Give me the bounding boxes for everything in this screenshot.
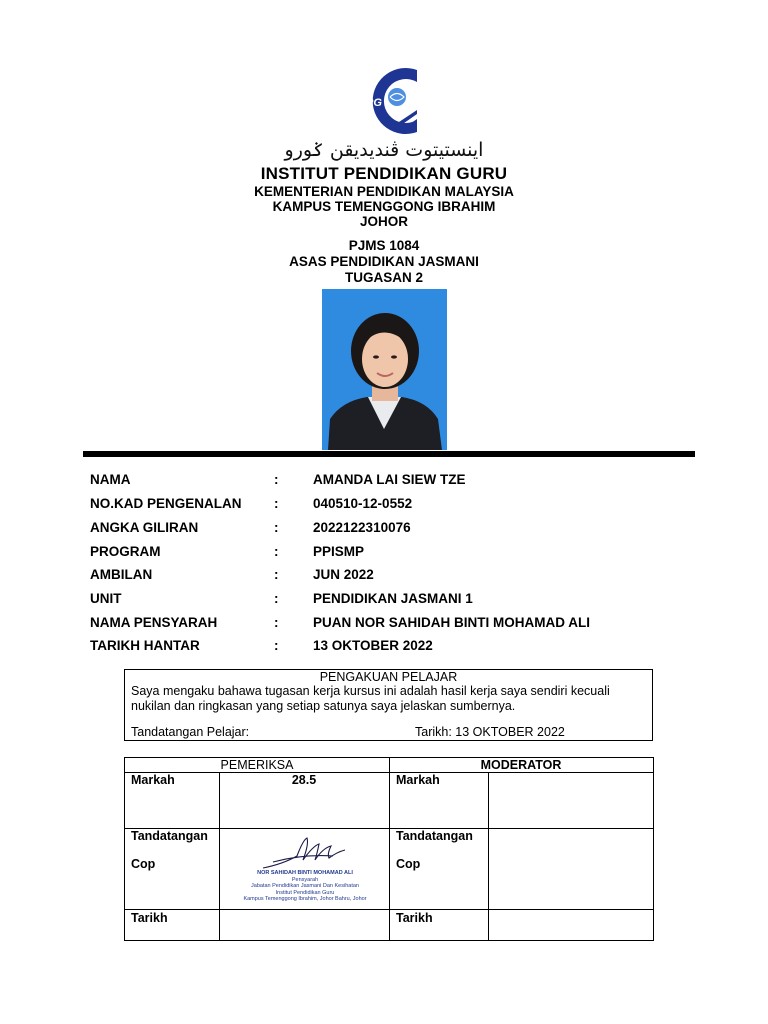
examiner-header: PEMERIKSA [220, 758, 294, 772]
moderator-header: MODERATOR [480, 758, 562, 772]
section-divider [83, 451, 695, 457]
examiner-date-label: Tarikh [131, 911, 168, 925]
stamp-department: Jabatan Pendidikan Jasmani Dan Kesihatan [251, 883, 359, 889]
jawi-institute-name: اينستيتوت ڤنديديقن ݢورو [284, 139, 484, 161]
info-label-lecturer: NAMA PENSYARAH [90, 615, 218, 630]
declaration-signature-label: Tandatangan Pelajar: [131, 725, 250, 739]
moderator-date-label: Tarikh [396, 911, 433, 925]
info-label-unit: UNIT [90, 591, 122, 606]
examiner-marks-value: 28.5 [291, 773, 317, 787]
student-declaration-box [124, 669, 653, 741]
info-label-name: NAMA [90, 472, 131, 487]
declaration-date: Tarikh: 13 OKTOBER 2022 [415, 725, 565, 739]
course-code: PJMS 1084 [348, 238, 420, 253]
examiner-stamp-label: Cop [131, 857, 156, 871]
info-colon: : [274, 520, 279, 535]
info-label-submit-date: TARIKH HANTAR [90, 638, 200, 653]
info-value-submit-date: 13 OKTOBER 2022 [313, 638, 433, 653]
course-name: ASAS PENDIDIKAN JASMANI [289, 254, 479, 269]
moderator-stamp-label: Cop [396, 857, 421, 871]
declaration-title: PENGAKUAN PELAJAR [319, 670, 458, 684]
campus-name: KAMPUS TEMENGGONG IBRAHIM [272, 199, 496, 214]
info-label-intake: AMBILAN [90, 567, 153, 582]
examiner-stamp [225, 870, 385, 903]
stamp-institute: Institut Pendidikan Guru [275, 889, 335, 896]
info-colon: : [274, 496, 279, 511]
info-colon: : [274, 638, 279, 653]
examiner-signature-label: Tandatangan [131, 829, 208, 843]
stamp-name: NOR SAHIDAH BINTI MOHAMAD ALI [257, 870, 353, 876]
info-label-ic: NO.KAD PENGENALAN [90, 496, 242, 511]
info-label-index: ANGKA GILIRAN [90, 520, 199, 535]
institute-title: INSTITUT PENDIDIKAN GURU [260, 164, 508, 183]
logo-text: iPG [363, 97, 382, 109]
info-colon: : [274, 615, 279, 630]
declaration-text: Saya mengaku bahawa tugasan kerja kursus ini adalah hasil kerja saya sendiri kecuali nukilan dan ringkasan yang setiap satunya saya jelaskan sumbernya. [131, 684, 610, 713]
stamp-campus: Kampus Temenggong Ibrahim, Johor Bahru, Johor [243, 896, 367, 902]
info-colon: : [274, 567, 279, 582]
stamp-title: Pensyarah [291, 876, 319, 883]
info-colon: : [274, 591, 279, 606]
assessment-table [124, 757, 654, 941]
info-value-name: AMANDA LAI SIEW TZE [313, 472, 466, 487]
info-value-unit: PENDIDIKAN JASMANI 1 [313, 591, 473, 606]
info-label-program: PROGRAM [90, 544, 161, 559]
state-name: JOHOR [359, 214, 408, 229]
info-value-intake: JUN 2022 [313, 567, 374, 582]
examiner-marks-label: Markah [131, 773, 175, 787]
student-photo [322, 289, 447, 450]
info-value-lecturer: PUAN NOR SAHIDAH BINTI MOHAMAD ALI [313, 615, 590, 630]
ipg-logo [357, 66, 423, 136]
info-value-ic: 040510-12-0552 [313, 496, 413, 511]
info-value-program: PPISMP [313, 544, 365, 559]
examiner-signature [253, 834, 353, 874]
assignment-title: TUGASAN 2 [344, 270, 423, 285]
info-colon: : [274, 472, 279, 487]
ministry-name: KEMENTERIAN PENDIDIKAN MALAYSIA [254, 184, 514, 199]
info-colon: : [274, 544, 279, 559]
moderator-signature-label: Tandatangan [396, 829, 473, 843]
moderator-marks-label: Markah [396, 773, 440, 787]
info-value-index: 2022122310076 [313, 520, 411, 535]
